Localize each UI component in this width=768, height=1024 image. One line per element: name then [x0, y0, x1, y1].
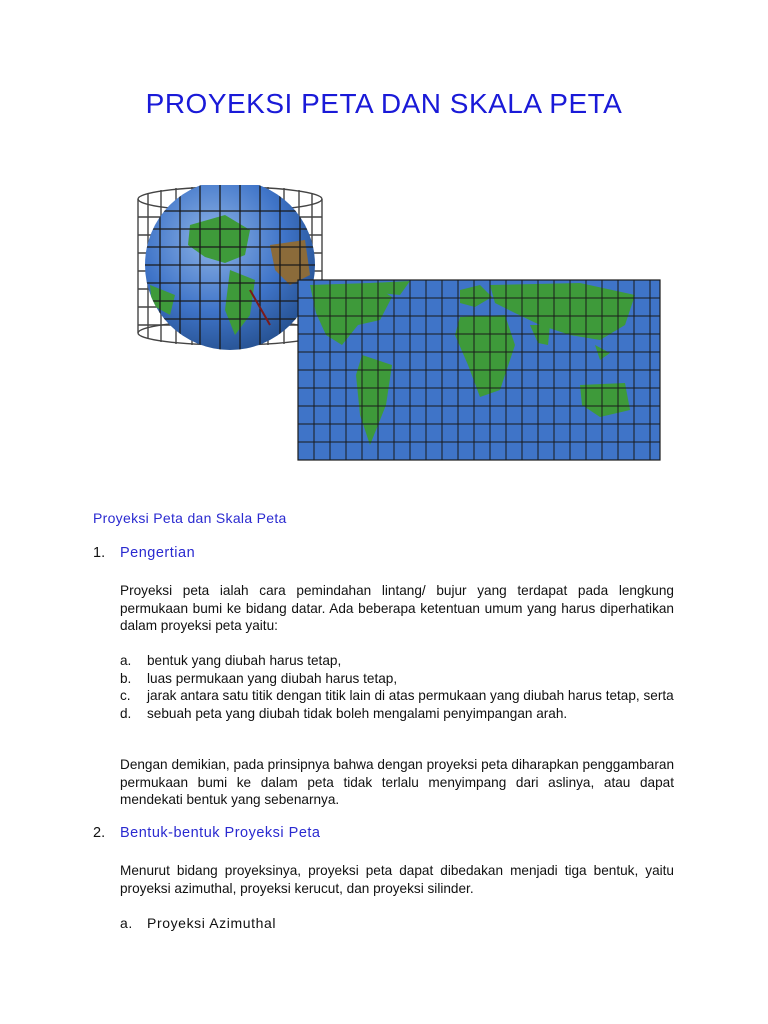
- section-heading-label: Bentuk-bentuk Proyeksi Peta: [120, 825, 321, 841]
- map-projection-icon: [130, 185, 670, 470]
- list-item-text: sebuah peta yang diubah tidak boleh mengalami penyimpangan arah.: [147, 705, 568, 721]
- section-1-intro: Proyeksi peta ialah cara pemindahan lintang/ bujur yang terdapat pada lengkung permukaan bumi ke bidang datar. Ada beberapa ketentuan umum yang harus diperhatikan dalam proyeksi peta yaitu:: [120, 583, 674, 633]
- section-1-conclusion: Dengan demikian, pada prinsipnya bahwa dengan proyeksi peta diharapkan penggambaran permukaan bumi ke dalam peta tidak terlalu menyimpang dari aslinya, atau dapat mendekati bentuk yang sebenarnya.: [120, 757, 674, 807]
- section-number: 1.: [93, 545, 106, 561]
- subsection-marker: a.: [120, 915, 133, 931]
- list-marker: b.: [120, 670, 132, 686]
- list-item-text: bentuk yang diubah harus tetap,: [147, 653, 342, 668]
- document-subtitle: Proyeksi Peta dan Skala Peta: [93, 510, 287, 526]
- globe: [145, 185, 315, 355]
- list-item: [120, 670, 674, 688]
- map-projection-figure: [130, 185, 670, 470]
- section-1-heading: [93, 545, 195, 561]
- subsection-azimuthal-heading: [120, 915, 276, 931]
- section-number: 2.: [93, 825, 106, 841]
- subsection-label: Proyeksi Azimuthal: [147, 915, 277, 931]
- list-item-text: luas permukaan yang diubah harus tetap,: [147, 670, 398, 686]
- section-2-intro: Menurut bidang proyeksinya, proyeksi peta dapat dibedakan menjadi tiga bentuk, yaitu proyeksi azimuthal, proyeksi kerucut, dan proyeksi silinder.: [120, 863, 674, 896]
- list-item-text: jarak antara satu titik dengan titik lain di atas permukaan yang diubah harus tetap, serta: [147, 688, 674, 703]
- list-marker: a.: [120, 653, 132, 668]
- section-heading-label: Pengertian: [120, 545, 196, 561]
- page-title: PROYEKSI PETA DAN SKALA PETA: [145, 88, 623, 119]
- section-2-heading: [93, 825, 321, 841]
- list-marker: d.: [120, 705, 132, 721]
- list-marker: c.: [120, 688, 131, 703]
- requirements-list: [120, 652, 674, 722]
- list-item: [120, 687, 674, 705]
- list-item: [120, 705, 674, 723]
- list-item: [120, 652, 674, 670]
- flat-world-map: [298, 280, 660, 460]
